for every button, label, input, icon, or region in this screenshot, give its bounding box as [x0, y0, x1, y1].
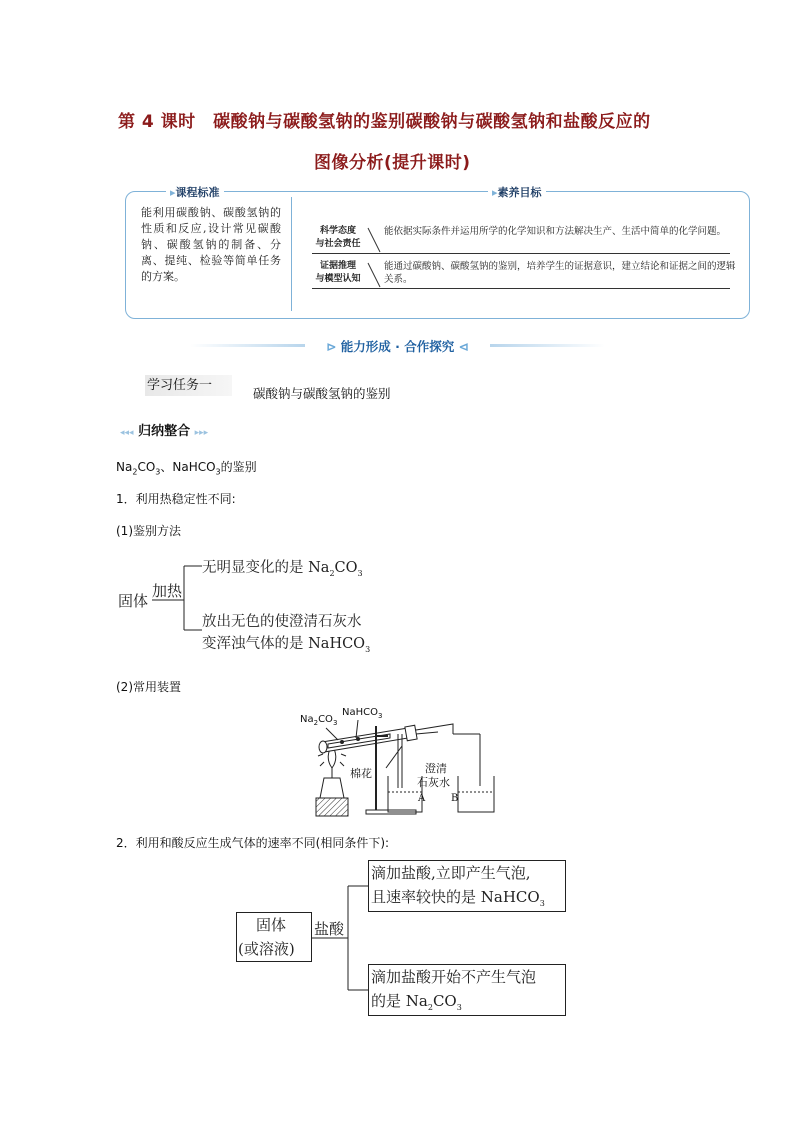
label-nahco3: [342, 707, 382, 720]
tree2-box1-sub: 3: [539, 899, 545, 908]
goals-heading-text: 素养目标: [497, 186, 542, 199]
standards-heading: ▸课程标准: [166, 184, 224, 200]
label-na2co3-sub: 2: [313, 719, 319, 727]
tree2-brace: [310, 880, 370, 1000]
tree2-box2-sub2: 3: [456, 1003, 462, 1012]
tree2-box2-co: CO: [432, 992, 457, 1010]
standards-divider: [291, 197, 292, 311]
banner-right-bar: [490, 344, 605, 347]
label-limewater-1: 澄清: [425, 762, 447, 775]
intro-na: Na: [116, 460, 133, 474]
tree1-branch2-line2: [202, 632, 370, 654]
point-2: 2．利用和酸反应生成气体的速率不同(相同条件下):: [116, 836, 390, 850]
goal-2-label-line1: 证据推理: [319, 261, 356, 271]
tree1-branch2-text: 变浑浊气体的是 NaHCO: [202, 636, 366, 652]
tree1-branch2-line1: 放出无色的使澄清石灰水: [202, 614, 362, 630]
sub-2: (2)常用装置: [116, 680, 181, 694]
label-na2co3: [300, 714, 337, 727]
label-beaker-a: A: [418, 793, 426, 804]
tree1-branch1-sub2: 3: [357, 568, 363, 578]
standards-text: 能利用碳酸钠、碳酸氢钠的性质和反应,设计常见碳酸钠、碳酸氢钠的制备、分离、提纯、检验等简单任务的方案。: [141, 206, 281, 283]
label-cotton: 棉花: [350, 767, 372, 780]
task-title: 碳酸钠与碳酸氢钠的鉴别: [253, 386, 391, 401]
tree1-root: 固体: [118, 592, 149, 610]
tree2-root-line1: 固体: [256, 916, 287, 934]
goal-1-divider: [312, 253, 730, 254]
tree2-box1-line2: [371, 886, 545, 908]
tree2-box1-text: 且速率较快的是 NaHCO: [371, 888, 540, 906]
label-limewater-2: 石灰水: [417, 776, 450, 789]
goal-2-text: 能通过碳酸钠、碳酸氢钠的鉴别，培养学生的证据意识，建立结论和证据之间的逻辑关系。: [384, 261, 736, 285]
tree1-branch1-co: CO: [334, 560, 358, 576]
tree2-root-line2: (或溶液): [238, 940, 295, 958]
goal-2-divider: [312, 288, 730, 289]
page-title-line2: 图像分析(提升课时): [314, 153, 471, 173]
label-na2co3-sub2: 3: [332, 719, 338, 727]
goals-heading: ▸素养目标: [488, 184, 546, 200]
tag-arrows-left: ◂◂◂: [120, 428, 134, 438]
section-banner: [190, 337, 605, 353]
tree1-condition: 加热: [152, 582, 183, 600]
intro-sub-3b: 3: [215, 467, 221, 477]
banner-label: 能力形成 · 合作探究: [340, 339, 455, 354]
label-na2co3-co: CO: [318, 714, 333, 725]
intro-suffix: 的鉴别: [220, 460, 257, 474]
page-title-line1: 第 4 课时 碳酸钠与碳酸氢钠的鉴别碳酸钠与碳酸氢钠和盐酸反应的: [118, 112, 651, 132]
banner-text: ⊳ 能力形成 · 合作探究 ⊲: [325, 339, 470, 354]
intro-nahco: 、NaHCO: [160, 460, 216, 474]
goal-1-label: [308, 225, 368, 251]
sub-1: (1)鉴别方法: [116, 524, 181, 538]
tree2-box2-text: 的是 Na: [371, 992, 428, 1010]
tree2-box1-line1: 滴加盐酸,立即产生气泡,: [371, 864, 531, 882]
goal-2-label-line2: 与模型认知: [315, 274, 361, 284]
standards-heading-text: 课程标准: [175, 186, 220, 199]
tree1-branch1-sub: 2: [329, 568, 335, 578]
banner-left-bar: [190, 344, 305, 347]
intro-co: CO: [137, 460, 156, 474]
goal-2-bracket: [366, 261, 382, 291]
tree1-branch2-sub: 3: [365, 644, 371, 654]
task-label: 学习任务一: [145, 375, 232, 396]
intro-sub-3: 3: [155, 467, 161, 477]
section-tag: [120, 420, 208, 438]
tag-label: 归纳整合: [138, 424, 191, 439]
tree1-branch1-text: 无明显变化的是 Na: [202, 560, 330, 576]
intro-sub-2: 2: [132, 467, 138, 477]
tree2-box2-sub: 2: [427, 1003, 433, 1012]
goal-1-bracket: [366, 226, 382, 256]
label-beaker-b: B: [451, 793, 459, 804]
goal-1-label-line2: 与社会责任: [315, 239, 361, 249]
label-na2co3-na: Na: [300, 714, 314, 725]
label-nahco3-sub: 3: [377, 712, 383, 720]
tree1-branch1: [202, 556, 363, 578]
tree1-brace: [150, 558, 210, 638]
goal-1-text: 能依据实际条件并运用所学的化学知识和方法解决生产、生活中简单的化学问题。: [384, 226, 727, 237]
tree2-condition: 盐酸: [314, 920, 345, 938]
goal-2-label: [308, 260, 368, 286]
tree2-box2-line1: 滴加盐酸开始不产生气泡: [371, 968, 537, 986]
label-nahco3-text: NaHCO: [342, 707, 378, 718]
goal-1-label-line1: 科学态度: [319, 226, 356, 236]
tree2-box2-line2: [371, 990, 462, 1012]
point-1: 1．利用热稳定性不同:: [116, 492, 236, 506]
tag-arrows-right: ▸▸▸: [194, 428, 209, 438]
intro-line: [116, 458, 257, 476]
